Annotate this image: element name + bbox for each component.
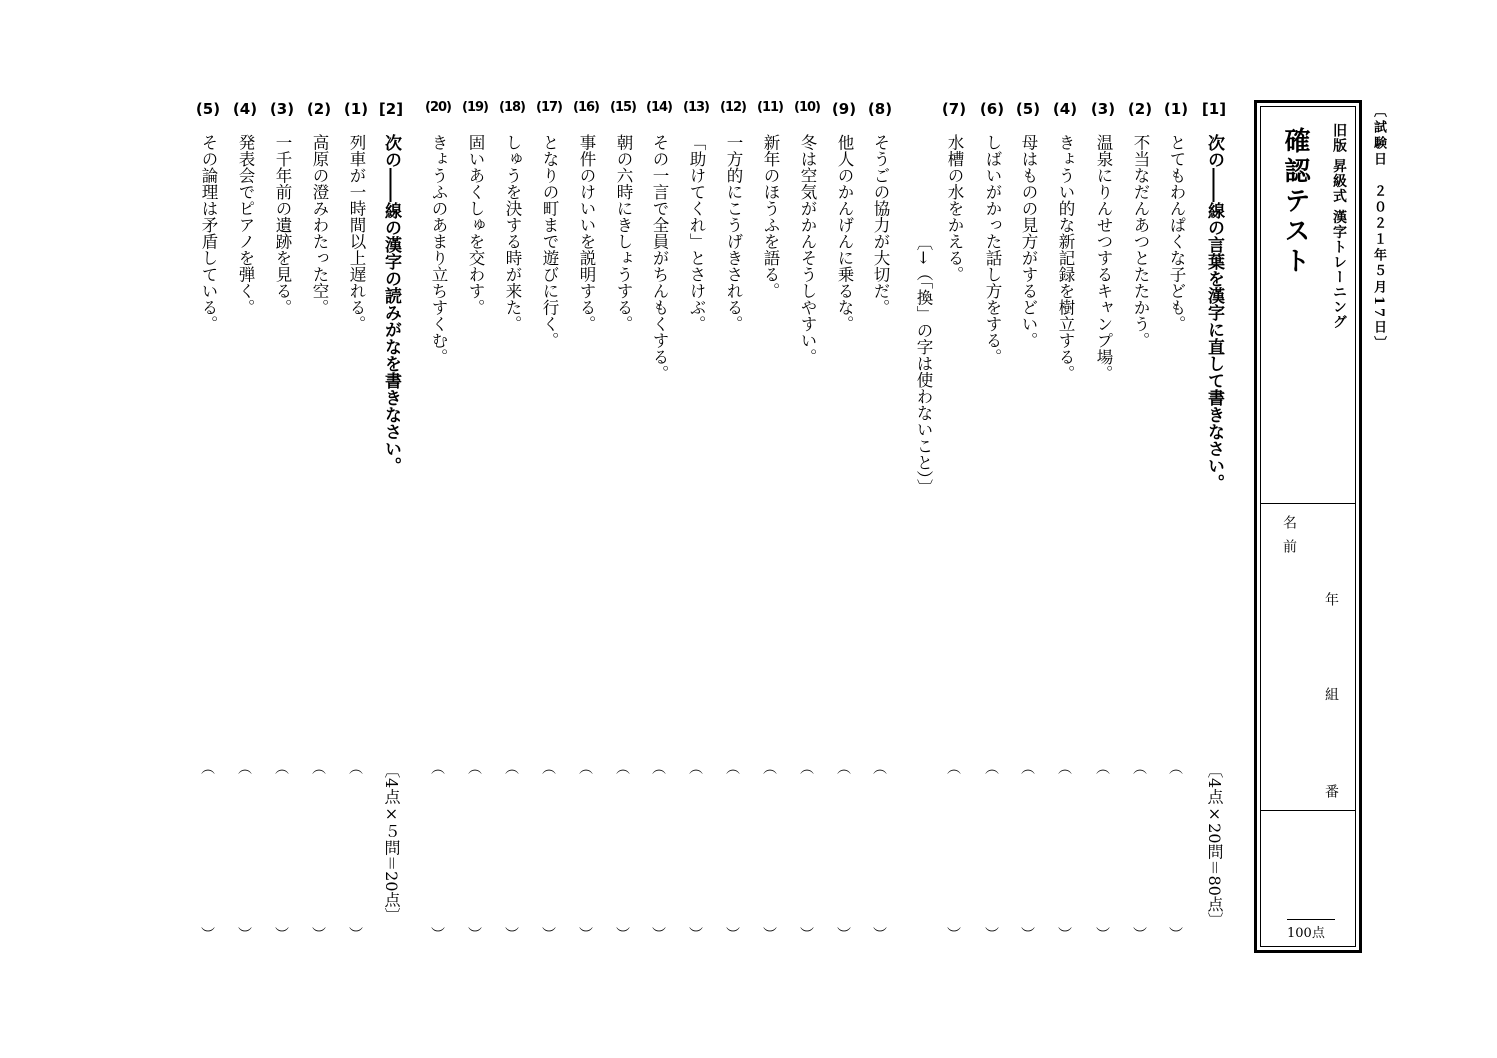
answer-paren-close: ︶ bbox=[349, 927, 363, 943]
question-item bbox=[232, 100, 258, 960]
answer-paren-close: ︶ bbox=[873, 927, 887, 943]
answer-paren-close: ︶ bbox=[947, 927, 961, 943]
question-number: (10) bbox=[794, 100, 820, 115]
question-text: そうごの協力が大切だ。 bbox=[871, 134, 890, 316]
answer-paren-close: ︶ bbox=[201, 927, 215, 943]
answer-paren-close: ︶ bbox=[1096, 927, 1110, 943]
answer-paren-close: ︶ bbox=[468, 927, 482, 943]
question-number: (11) bbox=[757, 100, 783, 115]
section2-instruction: 次の――線の漢字の読みがなを書きなさい。 bbox=[381, 134, 401, 474]
answer-paren-close: ︶ bbox=[689, 927, 703, 943]
answer-paren-close: ︶ bbox=[800, 927, 814, 943]
question-item bbox=[269, 100, 295, 960]
answer-paren-open: ︵ bbox=[542, 761, 556, 777]
question-item bbox=[343, 100, 369, 960]
answer-paren-open: ︵ bbox=[837, 761, 851, 777]
question-item bbox=[462, 100, 488, 960]
series-title: 旧版 昇級式 漢字トレーニング bbox=[1331, 123, 1347, 330]
question-number: (5) bbox=[1015, 100, 1041, 118]
answer-paren-close: ︶ bbox=[763, 927, 777, 943]
question-number: (16) bbox=[573, 100, 599, 115]
answer-paren-open: ︵ bbox=[1021, 761, 1035, 777]
divider bbox=[1261, 503, 1355, 504]
answer-paren-open: ︵ bbox=[616, 761, 630, 777]
answer-paren-open: ︵ bbox=[431, 761, 445, 777]
question-item bbox=[306, 100, 332, 960]
question-item bbox=[1015, 100, 1041, 960]
question-note: 〔→（「換」の字は使わないこと）〕 bbox=[914, 234, 933, 496]
answer-paren-close: ︶ bbox=[275, 927, 289, 943]
answer-paren-open: ︵ bbox=[238, 761, 252, 777]
question-item bbox=[425, 100, 451, 960]
question-text: となりの町まで遊びに行く。 bbox=[540, 134, 559, 349]
answer-paren-open: ︵ bbox=[1058, 761, 1072, 777]
answer-paren-close: ︶ bbox=[579, 927, 593, 943]
question-text: 固いあくしゅを交わす。 bbox=[466, 134, 485, 316]
question-item bbox=[1090, 100, 1116, 960]
answer-paren-close: ︶ bbox=[238, 927, 252, 943]
grade-label: 年 bbox=[1323, 592, 1339, 606]
question-text: 不当なだんあつとたたかう。 bbox=[1131, 134, 1150, 349]
question-text: その論理は矛盾している。 bbox=[199, 134, 218, 332]
answer-paren-open: ︵ bbox=[468, 761, 482, 777]
question-item bbox=[1052, 100, 1078, 960]
answer-paren-close: ︶ bbox=[1169, 927, 1183, 943]
question-item bbox=[683, 100, 709, 960]
section1-heading bbox=[1201, 100, 1227, 960]
answer-paren-open: ︵ bbox=[312, 761, 326, 777]
section1-number: [1] bbox=[1201, 100, 1227, 118]
question-text: 母はものの見方がするどい。 bbox=[1019, 134, 1038, 349]
answer-paren-close: ︶ bbox=[1133, 927, 1147, 943]
question-text: 「助けてくれ」とさけぶ。 bbox=[687, 134, 706, 332]
question-number: (3) bbox=[1090, 100, 1116, 118]
question-item bbox=[979, 100, 1005, 960]
question-item bbox=[573, 100, 599, 960]
section1-points: 〔4点×20問＝80点〕 bbox=[1205, 762, 1224, 928]
answer-paren-open: ︵ bbox=[1133, 761, 1147, 777]
answer-paren-open: ︵ bbox=[1096, 761, 1110, 777]
question-item bbox=[941, 100, 967, 960]
question-text: 列車が一時間以上遅れる。 bbox=[347, 134, 366, 332]
question-number: (20) bbox=[425, 100, 451, 115]
question-text: 一方的にこうげきされる。 bbox=[724, 134, 743, 332]
question-number: (12) bbox=[720, 100, 746, 115]
answer-paren-open: ︵ bbox=[579, 761, 593, 777]
question-number: (9) bbox=[831, 100, 857, 118]
question-number: (4) bbox=[232, 100, 258, 118]
question-item bbox=[831, 100, 857, 960]
question-text: 水槽の水をかえる。 bbox=[945, 134, 964, 283]
section1-instruction: 次の――線の言葉を漢字に直して書きなさい。 bbox=[1204, 134, 1224, 491]
question-number: (5) bbox=[195, 100, 221, 118]
exam-date: 〔試験日 ２０２１年５月17日〕 bbox=[1371, 104, 1386, 353]
answer-paren-open: ︵ bbox=[985, 761, 999, 777]
question-text: 発表会でピアノを弾く。 bbox=[236, 134, 255, 316]
answer-paren-open: ︵ bbox=[800, 761, 814, 777]
class-label: 組 bbox=[1323, 687, 1339, 701]
number-label: 番 bbox=[1323, 784, 1339, 798]
section2-number: [2] bbox=[378, 100, 404, 118]
question-number: (6) bbox=[979, 100, 1005, 118]
question-text: 一千年前の遺跡を見る。 bbox=[273, 134, 292, 316]
answer-paren-close: ︶ bbox=[616, 927, 630, 943]
question-text: 朝の六時にきしょうする。 bbox=[614, 134, 633, 332]
question-number: (3) bbox=[269, 100, 295, 118]
answer-paren-close: ︶ bbox=[1021, 927, 1035, 943]
answer-paren-open: ︵ bbox=[726, 761, 740, 777]
answer-paren-open: ︵ bbox=[689, 761, 703, 777]
answer-paren-close: ︶ bbox=[837, 927, 851, 943]
section2-heading bbox=[378, 100, 404, 960]
question-item bbox=[195, 100, 221, 960]
question-number: (19) bbox=[462, 100, 488, 115]
answer-paren-open: ︵ bbox=[947, 761, 961, 777]
divider bbox=[1261, 810, 1355, 811]
question-number: (13) bbox=[683, 100, 709, 115]
answer-paren-close: ︶ bbox=[505, 927, 519, 943]
question-text: とてもわんぱくな子ども。 bbox=[1167, 134, 1186, 332]
question-item bbox=[867, 100, 893, 960]
answer-paren-close: ︶ bbox=[542, 927, 556, 943]
question-item bbox=[720, 100, 746, 960]
answer-paren-open: ︵ bbox=[201, 761, 215, 777]
header-inner-frame bbox=[1260, 106, 1356, 947]
answer-paren-close: ︶ bbox=[652, 927, 666, 943]
question-item bbox=[794, 100, 820, 960]
answer-paren-open: ︵ bbox=[873, 761, 887, 777]
question-text: 冬は空気がかんそうしやすい。 bbox=[798, 134, 817, 365]
answer-paren-close: ︶ bbox=[312, 927, 326, 943]
question-item bbox=[646, 100, 672, 960]
question-number: (14) bbox=[646, 100, 672, 115]
answer-paren-open: ︵ bbox=[763, 761, 777, 777]
question-text: きょうい的な新記録を樹立する。 bbox=[1056, 134, 1075, 382]
question-number: (1) bbox=[343, 100, 369, 118]
question-text: しゅうを決する時が来た。 bbox=[503, 134, 522, 332]
score-total: 100点 bbox=[1287, 919, 1335, 941]
question-item bbox=[1163, 100, 1189, 960]
question-text: 他人のかんげんに乗るな。 bbox=[835, 134, 854, 332]
question-item bbox=[1127, 100, 1153, 960]
question-number: (4) bbox=[1052, 100, 1078, 118]
answer-paren-open: ︵ bbox=[349, 761, 363, 777]
answer-paren-close: ︶ bbox=[431, 927, 445, 943]
answer-paren-close: ︶ bbox=[1058, 927, 1072, 943]
test-title: 確認テスト bbox=[1280, 127, 1310, 277]
question-number: (7) bbox=[941, 100, 967, 118]
question-text: 高原の澄みわたった空。 bbox=[310, 134, 329, 316]
question-item bbox=[757, 100, 783, 960]
header-box bbox=[1254, 100, 1362, 953]
question-number: (17) bbox=[536, 100, 562, 115]
question-item bbox=[610, 100, 636, 960]
answer-paren-open: ︵ bbox=[505, 761, 519, 777]
question-text: 事件のけいいを説明する。 bbox=[577, 134, 596, 332]
answer-paren-open: ︵ bbox=[275, 761, 289, 777]
section2-points: 〔4点×５問＝20点〕 bbox=[382, 762, 401, 924]
answer-paren-open: ︵ bbox=[1169, 761, 1183, 777]
question-number: (18) bbox=[499, 100, 525, 115]
question-text: その一言で全員がちんもくする。 bbox=[650, 134, 669, 382]
question-number: (1) bbox=[1163, 100, 1189, 118]
answer-paren-close: ︶ bbox=[985, 927, 999, 943]
question-text: 温泉にりんせつするキャンプ場。 bbox=[1094, 134, 1113, 382]
name-label: 名前 bbox=[1281, 515, 1297, 563]
question-number: (2) bbox=[1127, 100, 1153, 118]
question-text: 新年のほうふを語る。 bbox=[761, 134, 780, 299]
question-text: しばいがかった話し方をする。 bbox=[983, 134, 1002, 365]
answer-paren-open: ︵ bbox=[652, 761, 666, 777]
question-item bbox=[499, 100, 525, 960]
question-number: (15) bbox=[610, 100, 636, 115]
question-number: (8) bbox=[867, 100, 893, 118]
question-text: きょうふのあまり立ちすくむ。 bbox=[429, 134, 448, 365]
question-number: (2) bbox=[306, 100, 332, 118]
answer-paren-close: ︶ bbox=[726, 927, 740, 943]
question-note-column bbox=[909, 100, 935, 960]
question-item bbox=[536, 100, 562, 960]
